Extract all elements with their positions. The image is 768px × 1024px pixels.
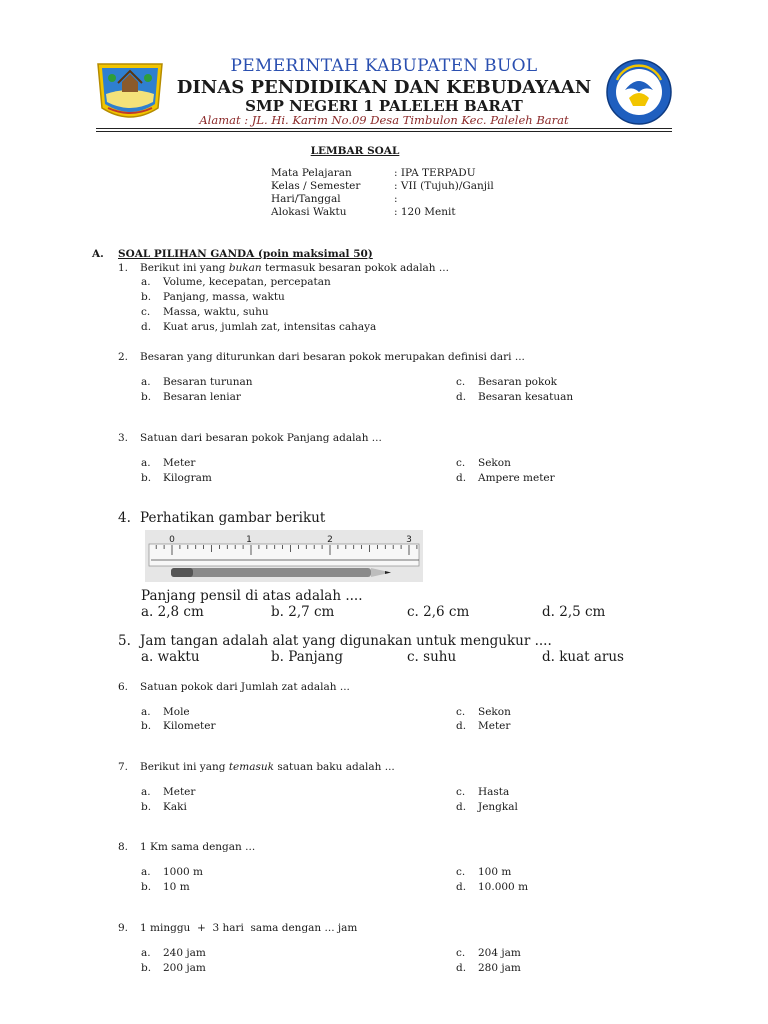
- option-letter: b.: [141, 291, 152, 303]
- question-text: Perhatikan gambar berikut: [140, 510, 326, 526]
- question-number: 2.: [118, 351, 129, 363]
- option-text: Sekon: [478, 706, 511, 718]
- option-letter: c.: [141, 306, 151, 318]
- pencil-icon: [171, 568, 391, 577]
- header-divider-thin: [96, 131, 672, 132]
- option-text: Besaran turunan: [163, 376, 253, 388]
- info-label-time: Alokasi Waktu: [271, 206, 347, 218]
- option-inline: a. 2,8 cm: [141, 604, 204, 620]
- header-divider-thick: [96, 128, 672, 129]
- option-text: Mole: [163, 706, 190, 718]
- ruler-tick-label: 1: [246, 535, 252, 545]
- question-subtext: Panjang pensil di atas adalah ....: [141, 588, 363, 604]
- option-letter: a.: [141, 866, 151, 878]
- header-department: DINAS PENDIDIKAN DAN KEBUDAYAAN: [176, 77, 592, 98]
- option-letter: a.: [141, 276, 151, 288]
- option-inline: d. kuat arus: [542, 649, 624, 665]
- question-number: 6.: [118, 681, 129, 693]
- question-number: 5.: [118, 633, 131, 649]
- option-letter: d.: [456, 962, 467, 974]
- option-text: Massa, waktu, suhu: [163, 306, 269, 318]
- option-letter: d.: [456, 881, 467, 893]
- option-letter: a.: [141, 786, 151, 798]
- info-value-class: : VII (Tujuh)/Ganjil: [394, 180, 494, 192]
- option-letter: d.: [456, 472, 467, 484]
- question-text: Satuan pokok dari Jumlah zat adalah ...: [140, 681, 350, 693]
- option-letter: a.: [141, 376, 151, 388]
- option-inline: b. 2,7 cm: [271, 604, 335, 620]
- option-letter: a.: [141, 706, 151, 718]
- option-text: Panjang, massa, waktu: [163, 291, 285, 303]
- document-title: LEMBAR SOAL: [310, 145, 400, 157]
- header-address: Alamat : JL. Hi. Karim No.09 Desa Timbulon Kec. Paleleh Barat: [199, 113, 569, 127]
- info-label-date: Hari/Tanggal: [271, 193, 341, 205]
- question-text: Besaran yang diturunkan dari besaran pokok merupakan definisi dari ...: [140, 351, 525, 363]
- option-text: Besaran kesatuan: [478, 391, 574, 403]
- question-number: 3.: [118, 432, 129, 444]
- option-letter: b.: [141, 801, 152, 813]
- option-letter: d.: [456, 801, 467, 813]
- question-number: 8.: [118, 841, 129, 853]
- option-text: 100 m: [478, 866, 512, 878]
- option-letter: c.: [456, 947, 466, 959]
- question-text: Berikut ini yang bukan termasuk besaran pokok adalah ...: [140, 262, 449, 274]
- option-inline: a. waktu: [141, 649, 200, 665]
- ruler-pencil-image: [145, 530, 423, 582]
- option-text: Hasta: [478, 786, 510, 798]
- option-letter: c.: [456, 457, 466, 469]
- option-letter: a.: [141, 457, 151, 469]
- option-text: Ampere meter: [478, 472, 555, 484]
- question-number: 4.: [118, 510, 131, 526]
- option-text: 10 m: [163, 881, 190, 893]
- option-letter: b.: [141, 472, 152, 484]
- question-text: 1 minggu + 3 hari sama dengan ... jam: [140, 922, 358, 934]
- option-text: Kilogram: [163, 472, 212, 484]
- option-text: 200 jam: [163, 962, 206, 974]
- option-inline: d. 2,5 cm: [542, 604, 606, 620]
- header-school-name: SMP NEGERI 1 PALELEH BARAT: [245, 97, 523, 115]
- info-value-time: : 120 Menit: [394, 206, 456, 218]
- option-text: Kaki: [163, 801, 187, 813]
- option-letter: c.: [456, 376, 466, 388]
- option-text: 204 jam: [478, 947, 521, 959]
- info-value-subject: : IPA TERPADU: [394, 167, 476, 179]
- ruler-tick-label: 3: [406, 535, 412, 545]
- question-number: 7.: [118, 761, 129, 773]
- option-letter: d.: [141, 321, 152, 333]
- option-text: 280 jam: [478, 962, 521, 974]
- question-text: Berikut ini yang temasuk satuan baku adalah ...: [140, 761, 395, 773]
- option-letter: b.: [141, 720, 152, 732]
- option-text: Besaran pokok: [478, 376, 558, 388]
- option-letter: b.: [141, 962, 152, 974]
- section-letter: A.: [92, 248, 104, 260]
- option-inline: c. suhu: [407, 649, 457, 665]
- option-letter: d.: [456, 391, 467, 403]
- option-text: Meter: [163, 786, 196, 798]
- question-text: Satuan dari besaran pokok Panjang adalah ...: [140, 432, 382, 444]
- option-letter: c.: [456, 786, 466, 798]
- question-number: 1.: [118, 262, 129, 274]
- option-text: Meter: [478, 720, 511, 732]
- option-text: Sekon: [478, 457, 511, 469]
- option-letter: d.: [456, 720, 467, 732]
- option-text: Kuat arus, jumlah zat, intensitas cahaya: [163, 321, 377, 333]
- info-value-date: :: [394, 193, 398, 205]
- option-inline: c. 2,6 cm: [407, 604, 470, 620]
- option-text: Jengkal: [478, 801, 518, 813]
- option-text: 240 jam: [163, 947, 206, 959]
- option-text: Volume, kecepatan, percepatan: [163, 276, 331, 288]
- question-number: 9.: [118, 922, 129, 934]
- info-label-subject: Mata Pelajaran: [271, 167, 352, 179]
- option-letter: c.: [456, 706, 466, 718]
- option-text: 10.000 m: [478, 881, 529, 893]
- section-title: SOAL PILIHAN GANDA (poin maksimal 50): [118, 248, 373, 260]
- option-text: Meter: [163, 457, 196, 469]
- option-letter: a.: [141, 947, 151, 959]
- option-letter: c.: [456, 866, 466, 878]
- question-text: 1 Km sama dengan ...: [140, 841, 256, 853]
- option-text: Kilometer: [163, 720, 216, 732]
- option-letter: b.: [141, 881, 152, 893]
- option-text: 1000 m: [163, 866, 204, 878]
- ruler-tick-label: 0: [169, 535, 175, 545]
- option-letter: b.: [141, 391, 152, 403]
- header-government: PEMERINTAH KABUPATEN BUOL: [230, 56, 538, 76]
- ruler-tick-label: 2: [327, 535, 333, 545]
- option-inline: b. Panjang: [271, 649, 344, 665]
- info-label-class: Kelas / Semester: [271, 180, 361, 192]
- option-text: Besaran leniar: [163, 391, 241, 403]
- question-text: Jam tangan adalah alat yang digunakan untuk mengukur ....: [140, 633, 552, 649]
